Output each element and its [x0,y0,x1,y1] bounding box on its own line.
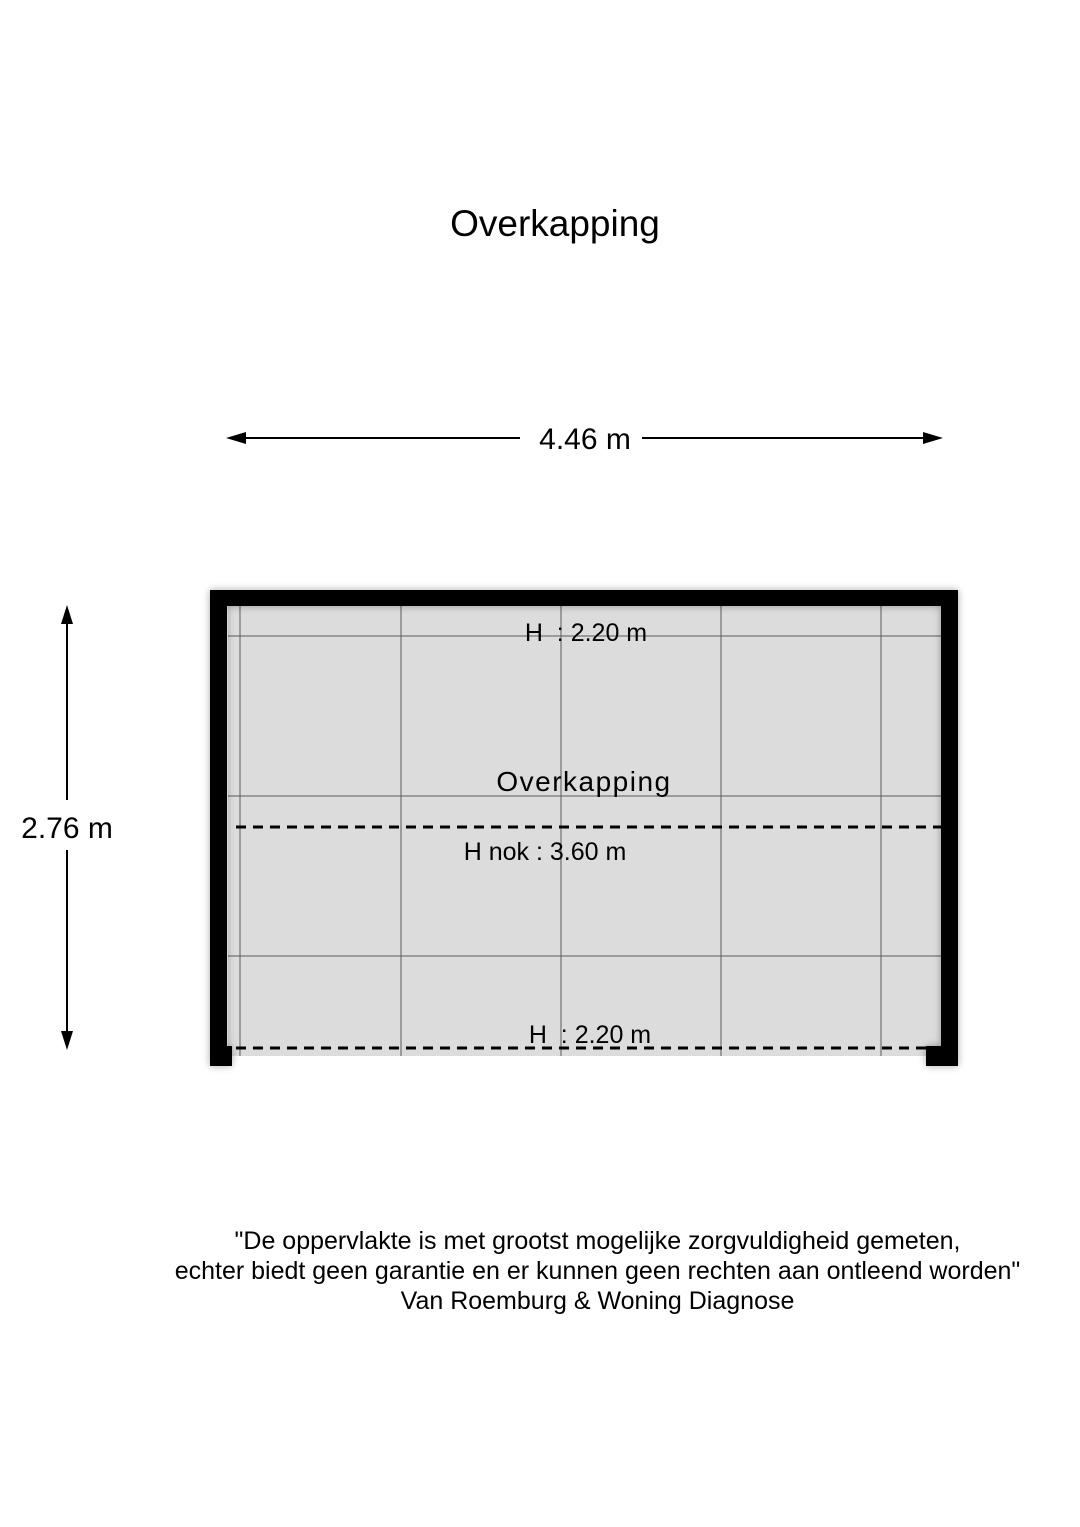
arrow-up-icon [61,605,73,624]
room-floor [228,605,943,1056]
room-name-label: Overkapping [496,766,672,797]
arrow-down-icon [61,1031,73,1050]
wall-left [210,590,227,1066]
arrow-left-icon [226,432,246,444]
depth-label: 2.76 m [21,812,113,845]
disclaimer-line-3: Van Roemburg & Woning Diagnose [400,1287,795,1315]
ridge-height-label: H nok : 3.60 m [463,838,627,866]
width-dimension [226,423,943,456]
wall-stub-right [926,1046,958,1066]
arrow-right-icon [923,432,943,444]
depth-dimension [21,605,113,1050]
height-top-label: H : 2.20 m [524,619,648,647]
wall-stub-left [210,1046,232,1066]
height-bottom-label: H : 2.20 m [528,1021,652,1049]
disclaimer [0,1226,1080,1316]
page-title: Overkapping [450,203,660,244]
width-label: 4.46 m [539,423,631,456]
disclaimer-line-1: "De oppervlakte is met grootst mogelijke zorgvuldigheid gemeten, [234,1227,961,1255]
wall-top [210,590,958,606]
wall-right [941,590,958,1066]
disclaimer-line-2: echter biedt geen garantie en er kunnen geen rechten aan ontleend worden" [174,1257,1021,1285]
